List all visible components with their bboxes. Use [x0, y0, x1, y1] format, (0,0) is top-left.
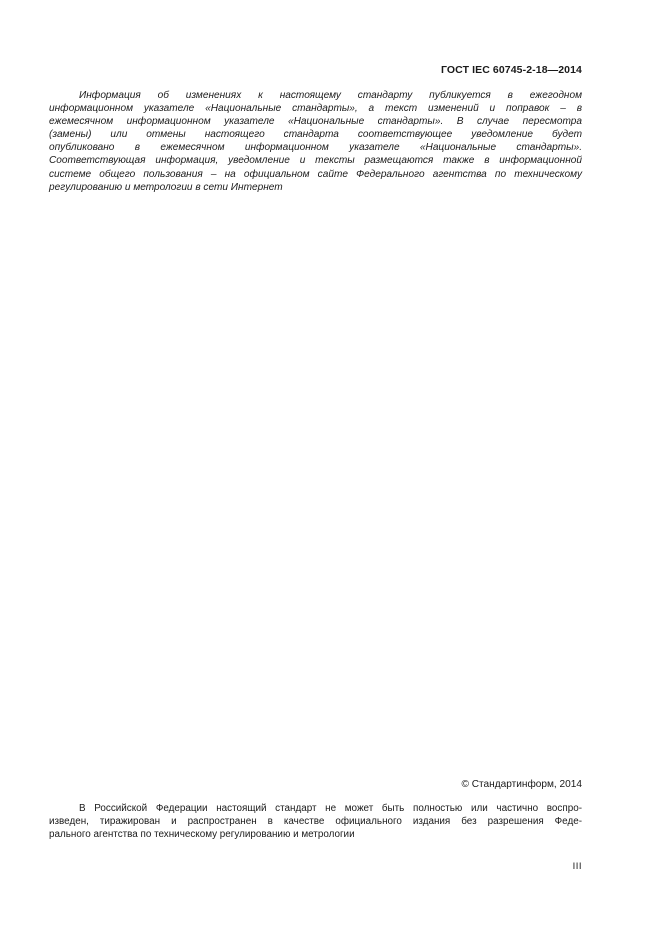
notice-line: Информация об изменениях к настоящему стандарту публикуется в ежегодном — [79, 90, 582, 101]
notice-line: системе общего пользования – на официальном сайте Федерального агентства по техническому — [49, 168, 582, 180]
notice-line: информационном указателе «Национальные стандарты», а текст изменений и поправок – в — [49, 103, 582, 115]
reproduction-restriction-paragraph — [49, 802, 582, 842]
legal-line: изведен, тиражирован и распространен в качестве официального издания без разрешения Феде- — [49, 816, 582, 828]
legal-line: рального агентства по техническому регулированию и метрологии — [49, 829, 355, 841]
notice-line: ежемесячном информационном указателе «Национальные стандарты». В случае пересмотра — [49, 116, 582, 128]
notice-line: опубликовано в ежемесячном информационном указателе «Национальные стандарты». — [49, 142, 582, 154]
copyright-notice: © Стандартинформ, 2014 — [461, 779, 582, 790]
notice-line: Соответствующая информация, уведомление и тексты размещаются также в информационной — [49, 155, 582, 167]
legal-line: В Российской Федерации настоящий стандарт не может быть полностью или частично воспро- — [79, 803, 582, 814]
standard-code-header: ГОСТ IEC 60745-2-18—2014 — [440, 64, 582, 76]
notice-line: (замены) или отмены настоящего стандарта соответствующее уведомление будет — [49, 129, 582, 141]
notice-line: регулированию и метрологии в сети Интернет — [49, 181, 283, 193]
amendment-notice-paragraph — [49, 89, 582, 194]
page-number: III — [572, 861, 582, 872]
